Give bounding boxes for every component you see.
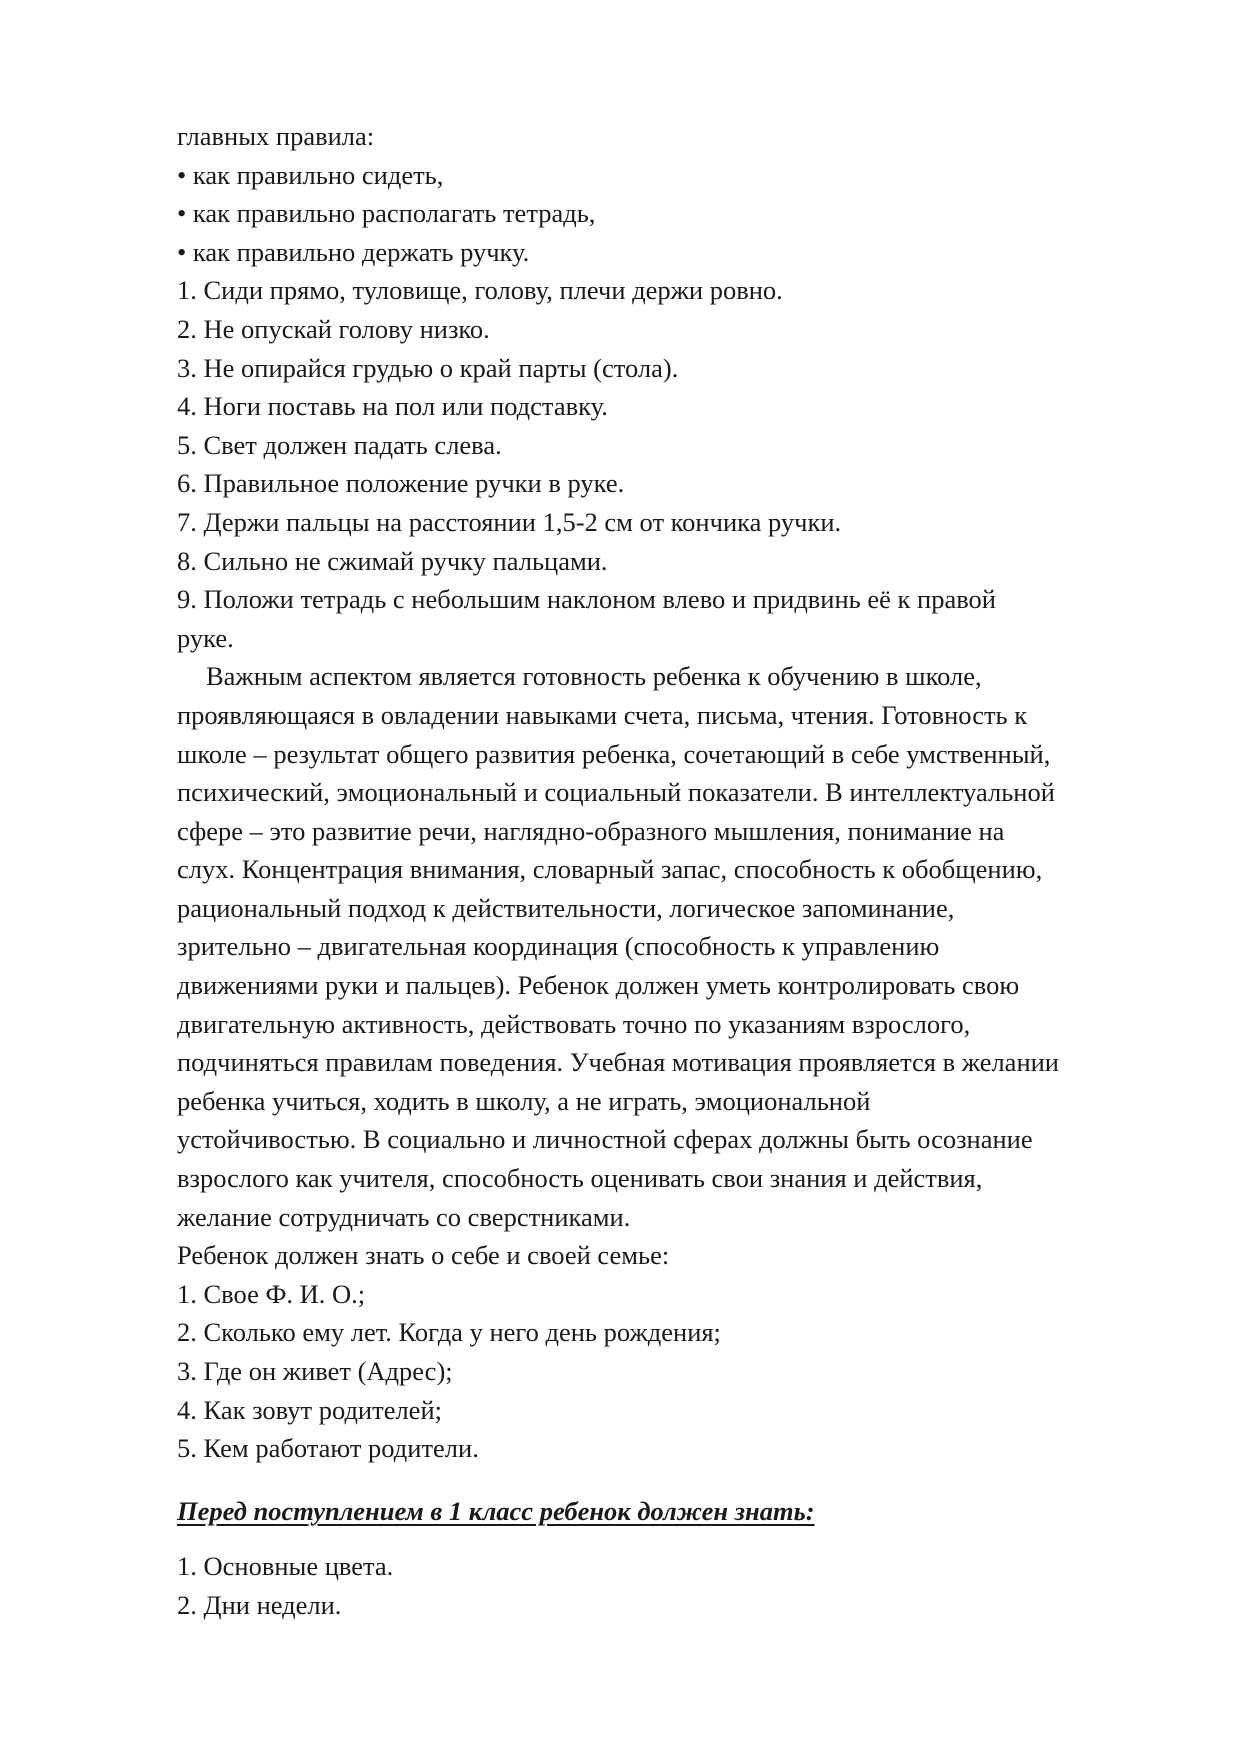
first-grade-list — [177, 1547, 1177, 1624]
posture-rule: 3. Не опирайся грудью о край парты (стола). — [177, 352, 679, 383]
intro-bullet: • как правильно сидеть, — [177, 159, 444, 190]
posture-rule: 8. Сильно не сжимай ручку пальцами. — [177, 545, 608, 576]
intro-bullet: • как правильно располагать тетрадь, — [177, 198, 596, 229]
readiness-line: слух. Концентрация внимания, словарный запас, способность к обобщению, — [177, 854, 1043, 885]
posture-rule: 9. Положи тетрадь с небольшим наклоном влево и придвинь её к правой — [177, 584, 996, 615]
self-knowledge-item: 1. Свое Ф. И. О.; — [177, 1278, 366, 1309]
intro-fragment: главных правила: — [177, 121, 375, 151]
readiness-line: движениями руки и пальцев). Ребенок должен уметь контролировать свою — [177, 970, 1020, 1001]
self-knowledge-title: Ребенок должен знать о себе и своей семье: — [177, 1240, 670, 1271]
self-knowledge-item: 3. Где он живет (Адрес); — [177, 1356, 453, 1386]
self-knowledge-item: 4. Как зовут родителей; — [177, 1394, 442, 1425]
posture-rule: 1. Сиди прямо, туловище, голову, плечи держи ровно. — [177, 275, 783, 306]
first-grade-heading: Перед поступлением в 1 класс ребенок должен знать: — [177, 1496, 815, 1526]
readiness-line: проявляющаяся в овладении навыками счета, письма, чтения. Готовность к — [177, 699, 1028, 730]
readiness-line: рациональный подход к действительности, логическое запоминание, — [177, 892, 955, 923]
posture-rule: 2. Не опускай голову низко. — [177, 313, 490, 344]
readiness-line: взрослого как учителя, способность оценивать свои знания и действия, — [177, 1163, 983, 1194]
posture-rule: 5. Свет должен падать слева. — [177, 429, 502, 460]
readiness-line: подчиняться правилам поведения. Учебная мотивация проявляется в желании — [177, 1047, 1059, 1078]
self-knowledge-item: 2. Сколько ему лет. Когда у него день рождения; — [177, 1317, 721, 1348]
main-text — [177, 117, 1177, 1468]
posture-rule: руке. — [177, 622, 234, 653]
readiness-line: зрительно – двигательная координация (способность к управлению — [177, 931, 940, 962]
readiness-line: психический, эмоциональный и социальный показатели. В интеллектуальной — [177, 777, 1055, 808]
readiness-line: сфере – это развитие речи, наглядно-образного мышления, понимание на — [177, 815, 1005, 846]
posture-rule: 7. Держи пальцы на расстоянии 1,5-2 см от кончика ручки. — [177, 506, 842, 537]
readiness-line: ребенка учиться, ходить в школу, а не играть, эмоциональной — [177, 1085, 871, 1116]
readiness-line: Важным аспектом является готовность ребенка к обучению в школе, — [206, 661, 982, 692]
readiness-line: желание сотрудничать со сверстниками. — [177, 1201, 631, 1232]
posture-rule: 4. Ноги поставь на пол или подставку. — [177, 391, 608, 422]
first-grade-item: 2. Дни недели. — [177, 1589, 342, 1620]
posture-rule: 6. Правильное положение ручки в руке. — [177, 468, 625, 499]
readiness-line: школе – результат общего развития ребенка, сочетающий в себе умственный, — [177, 738, 1051, 769]
first-grade-item: 1. Основные цвета. — [177, 1551, 394, 1581]
self-knowledge-item: 5. Кем работают родители. — [177, 1433, 479, 1464]
readiness-line: устойчивостью. В социально и личностной сферах должны быть осознание — [177, 1124, 1033, 1155]
readiness-line: двигательную активность, действовать точно по указаниям взрослого, — [177, 1008, 971, 1039]
intro-bullet: • как правильно держать ручку. — [177, 236, 530, 267]
